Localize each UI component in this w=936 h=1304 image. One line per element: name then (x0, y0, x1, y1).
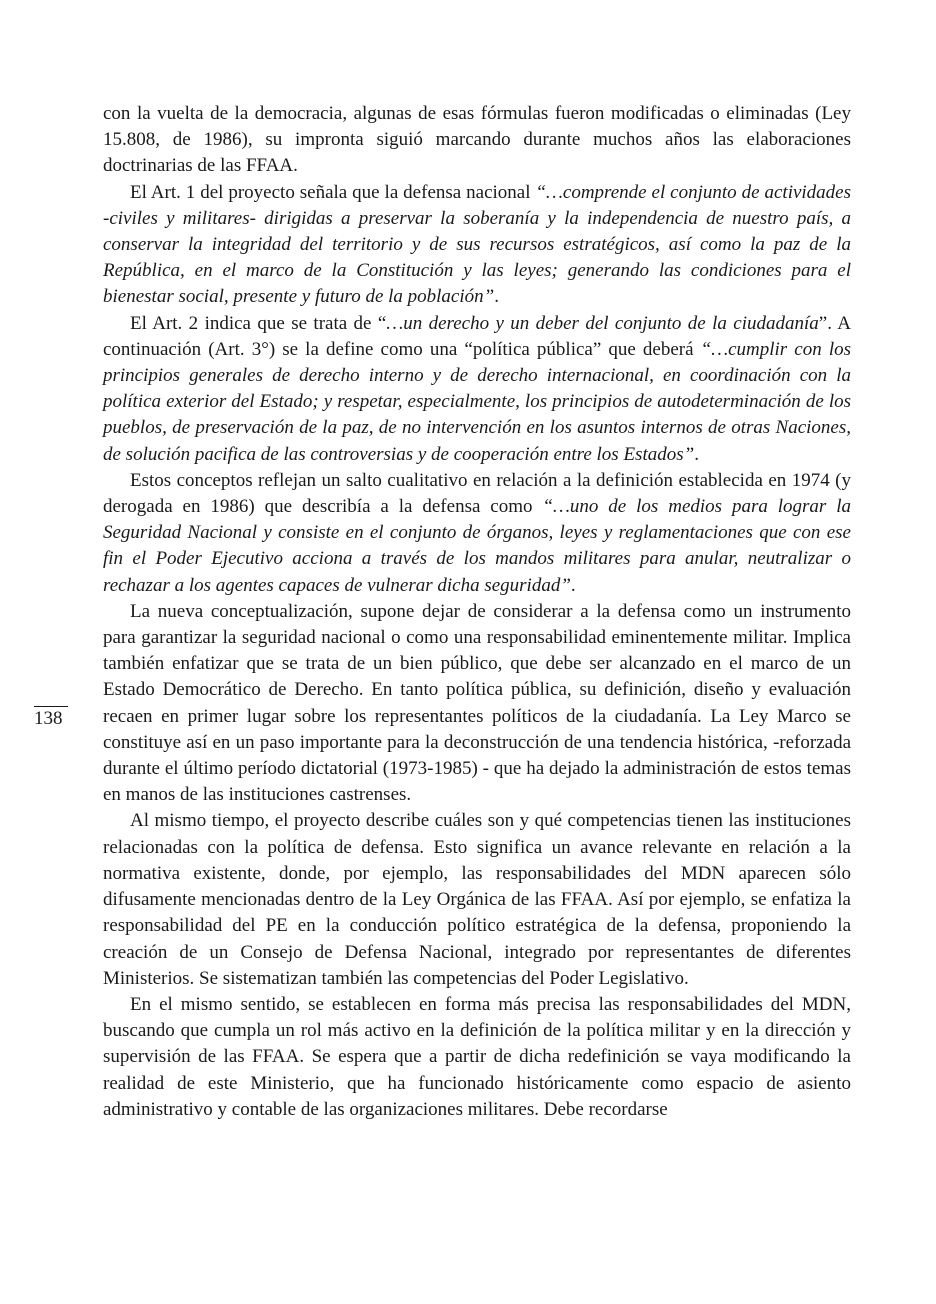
paragraph-5-text: La nueva conceptualización, supone dejar de considerar a la defensa como un instrumento para garantizar la seguridad nacional o como una responsabilidad eminentemente militar. Implica también enfatizar que se trata de un bien público, que debe ser alcanzado en el marco de un Estado Democrático de Derecho. En tanto política pública, su definición, diseño y evaluación recaen en primer lugar sobre los representantes políticos de la ciudadanía. La Ley Marco se constituye así en un paso importante para la deconstrucción de una tendencia histórica, -reforzada durante el último período dictatorial (1973-1985) - que ha dejado la administración de estos temas en manos de las instituciones castrenses. (103, 600, 851, 806)
paragraph-2-quote: “…comprende el conjunto de actividades -civiles y militares- dirigidas a preservar la soberanía y la independencia de nuestro país, a conservar la integridad del territorio y de sus recursos estratégicos, así como la paz de la República, en el marco de la Constitución y las leyes; generando las condiciones para el bienestar social, presente y futuro de la población” (103, 181, 852, 308)
paragraph-3-end: . (694, 443, 699, 465)
paragraph-6-text: Al mismo tiempo, el proyecto describe cuáles son y qué competencias tienen las instituciones relacionadas con la política de defensa. Esto significa un avance relevante en relación a la normativa existente, donde, por ejemplo, las responsabilidades del MDN aparecen sólo difusamente mencionadas dentro de la Ley Orgánica de las FFAA. Así por ejemplo, se enfatiza la responsabilidad del PE en la conducción político estratégica de la defensa, proponiendo la creación de un Consejo de Defensa Nacional, integrado por representantes de diferentes Ministerios. Se sistematizan también las competencias del Poder Legislativo. (103, 810, 851, 989)
paragraph-3-quote-1: …un derecho y un deber del conjunto de la ciudadanía (386, 312, 819, 334)
paragraph-2-text: El Art. 1 del proyecto señala que la defensa nacional (130, 181, 536, 203)
page-number: 138 (34, 708, 63, 729)
paragraph-4-quote: “…uno de los medios para lograr la Seguridad Nacional y consiste en el conjunto de órganos, leyes y reglamentaciones que con ese fin el Poder Ejecutivo acciona a través de los mandos militares para anular, neutralizar o rechazar a los agentes capaces de vulnerar dicha seguridad” (103, 496, 852, 596)
paragraph-3-quote-2: “…cumplir con los principios generales de derecho interno y de derecho internacional, en coordinación con la política exterior del Estado; y respetar, especialmente, los principios de autodeterminación de los pueblos, de preservación de la paz, de no intervención en los asuntos internos de otras Naciones, de solución pacifica de las controversias y de cooperación entre los Estados” (103, 338, 851, 465)
body-text (103, 101, 851, 1123)
paragraph-3-text-2: ”. A continuación (Art. 3°) se la define como una “política pública” que deberá (103, 312, 852, 360)
page-number-rule (34, 706, 68, 707)
paragraph-4 (103, 468, 851, 599)
paragraph-3 (103, 311, 851, 468)
paragraph-1-text: con la vuelta de la democracia, algunas de esas fórmulas fueron modificadas o eliminadas (Ley 15.808, de 1986), su impronta siguió marcando durante muchos años las elaboraciones doctrinarias de las FFAA. (103, 103, 851, 177)
paragraph-7-text: En el mismo sentido, se establecen en forma más precisa las responsabilidades del MDN, buscando que cumpla un rol más activo en la definición de la política militar y en la dirección y supervisión de las FFAA. Se espera que a partir de dicha redefinición se vaya modificando la realidad de este Ministerio, que ha funcionado históricamente como espacio de asiento administrativo y contable de las organizaciones militares. Debe recordarse (103, 993, 851, 1120)
paragraph-4-end: . (570, 574, 576, 596)
paragraph-3-text: El Art. 2 indica que se trata de “ (130, 312, 387, 334)
paragraph-2-end: . (494, 286, 499, 308)
paragraph-4-text: Estos conceptos reflejan un salto cualitativo en relación a la definición establecida en 1974 (y derogada en 1986) que describía a la defensa como (103, 469, 851, 518)
paragraph-2 (103, 180, 851, 311)
paragraph-6 (103, 808, 851, 991)
paragraph-5 (103, 599, 851, 809)
paragraph-7 (103, 992, 851, 1123)
paragraph-1 (103, 101, 851, 180)
